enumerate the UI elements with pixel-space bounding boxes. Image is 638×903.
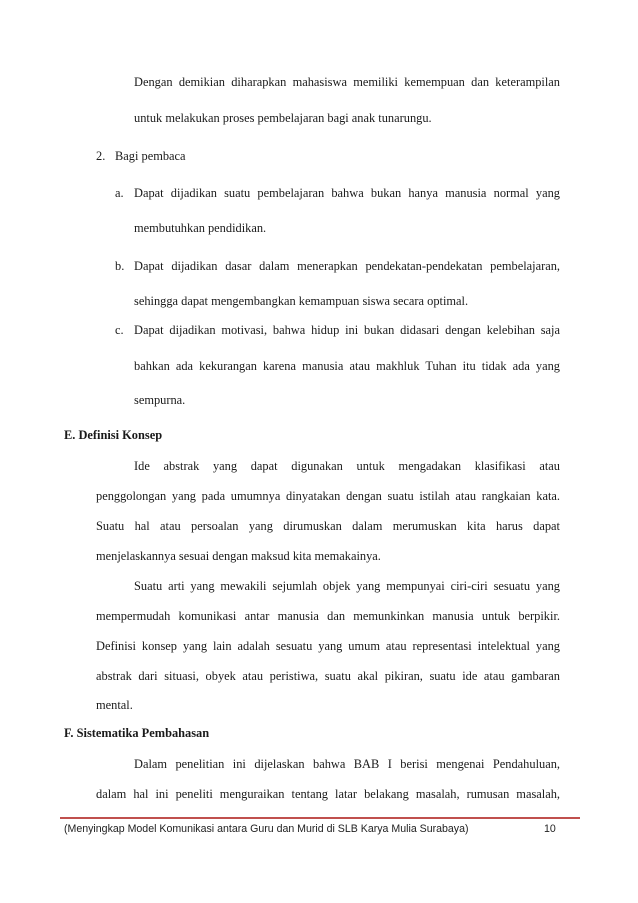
sub-b-line-1: Dapat dijadikan dasar dalam menerapkan pendekatan-pendekatan pembelajaran, — [134, 259, 560, 273]
section-e-p2-line-1: Suatu arti yang mewakili sejumlah objek yang mempunyai ciri-ciri sesuatu yang — [134, 579, 560, 593]
sub-c-marker: c. — [115, 323, 124, 337]
section-e-p1-line-4: menjelaskannya sesuai dengan maksud kita memakainya. — [96, 549, 381, 563]
section-e-p1-line-3: Suatu hal atau persoalan yang dirumuskan dalam merumuskan kita harus dapat — [96, 519, 560, 533]
sub-c-line-1: Dapat dijadikan motivasi, bahwa hidup ini bukan didasari dengan kelebihan saja — [134, 323, 560, 337]
section-e-p2-line-5: mental. — [96, 698, 133, 712]
sub-a-line-2: membutuhkan pendidikan. — [134, 221, 267, 235]
sub-b-line-2: sehingga dapat mengembangkan kemampuan siswa secara optimal. — [134, 294, 469, 308]
section-e-p2-line-2: mempermudah komunikasi antar manusia dan memunkinkan manusia untuk berpikir. — [96, 609, 560, 623]
section-e-p1-line-2: penggolongan yang pada umumnya dinyatakan dengan suatu istilah atau rangkaian kata. — [96, 489, 560, 503]
section-e-p2-line-3: Definisi konsep yang lain adalah sesuatu yang umum atau representasi intelektual yang — [96, 639, 560, 653]
sub-c-line-3: sempurna. — [134, 393, 186, 407]
footer-rule — [60, 817, 580, 819]
section-f-heading: F. Sistematika Pembahasan — [64, 726, 210, 740]
section-f-p1-line-2: dalam hal ini peneliti menguraikan tentang latar belakang masalah, rumusan masalah, — [96, 787, 560, 801]
sub-c-line-2: bahkan ada kekurangan karena manusia atau makhluk Tuhan itu tidak ada yang — [134, 359, 560, 373]
intro-line-1: Dengan demikian diharapkan mahasiswa memiliki kemempuan dan keterampilan — [134, 75, 560, 89]
section-e-p1-line-1: Ide abstrak yang dapat digunakan untuk mengadakan klasifikasi atau — [134, 459, 560, 473]
footer-title: (Menyingkap Model Komunikasi antara Guru dan Murid di SLB Karya Mulia Surabaya) — [64, 823, 469, 835]
section-e-p2-line-4: abstrak dari situasi, obyek atau peristiwa, suatu akal pikiran, suatu ide atau gambaran — [96, 669, 560, 683]
intro-line-2: untuk melakukan proses pembelajaran bagi anak tunarungu. — [134, 111, 432, 125]
page-number: 10 — [544, 823, 556, 835]
item-2-number: 2. — [96, 149, 106, 163]
sub-a-line-1: Dapat dijadikan suatu pembelajaran bahwa bukan hanya manusia normal yang — [134, 186, 560, 200]
item-2-title: Bagi pembaca — [115, 149, 186, 163]
section-f-p1-line-1: Dalam penelitian ini dijelaskan bahwa BAB I berisi mengenai Pendahuluan, — [134, 757, 560, 771]
section-e-heading: E. Definisi Konsep — [64, 428, 163, 442]
sub-a-marker: a. — [115, 186, 124, 200]
sub-b-marker: b. — [115, 259, 125, 273]
